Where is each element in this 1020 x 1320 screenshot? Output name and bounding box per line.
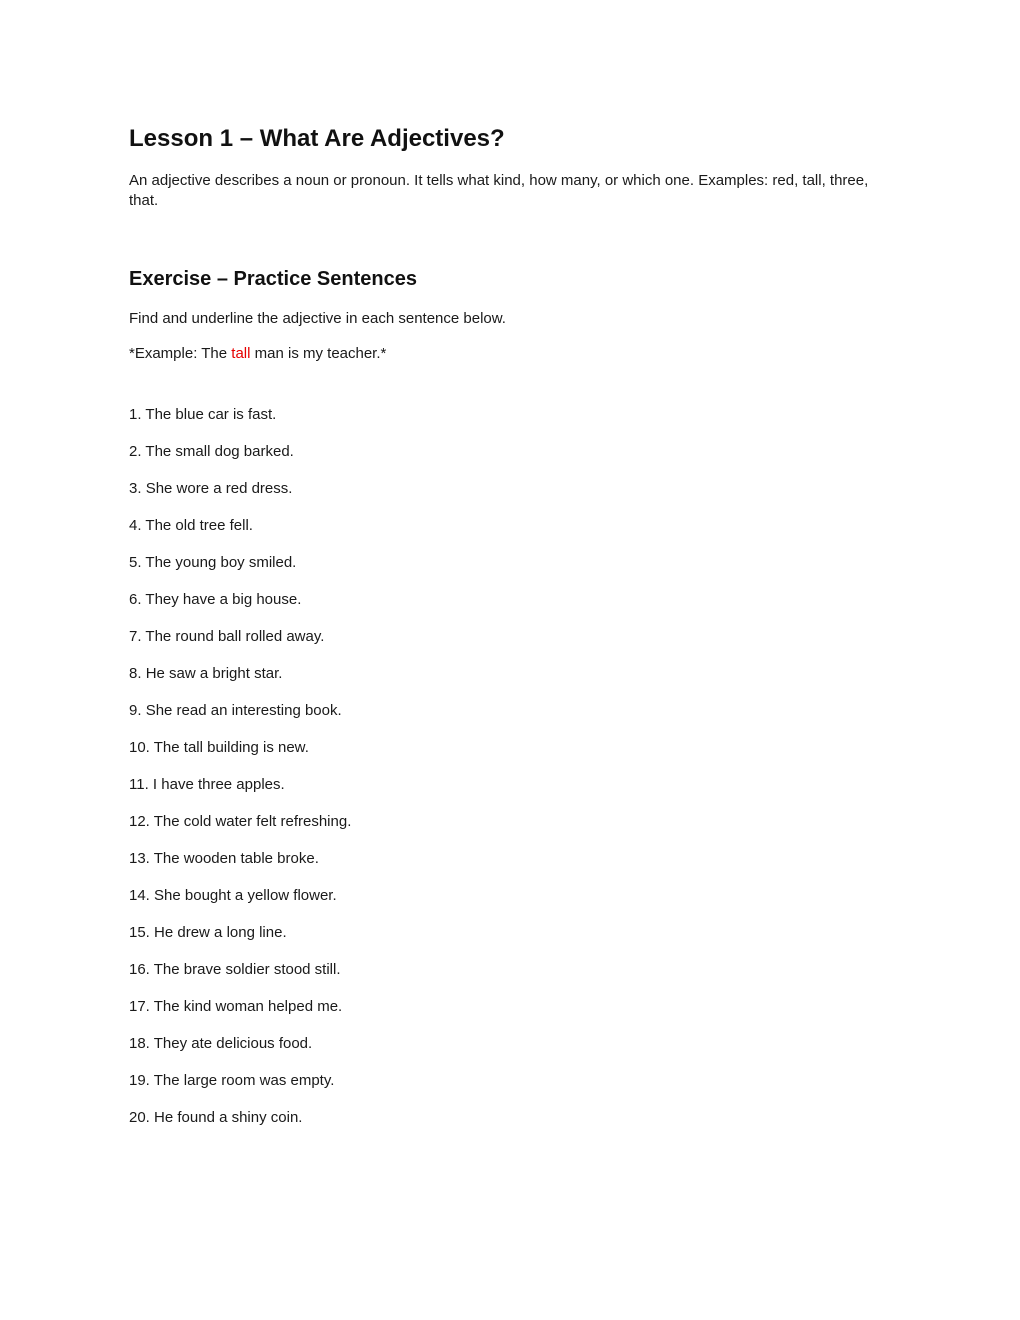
- sentence-number: 13.: [129, 850, 150, 867]
- sentence-number: 2.: [129, 443, 142, 460]
- sentence-text: I have three apples.: [152, 776, 285, 793]
- sentence-text: They ate delicious food.: [153, 1035, 313, 1052]
- sentence-number: 8.: [129, 665, 142, 682]
- example-sentence: [129, 344, 891, 364]
- sentence-item: [129, 701, 891, 721]
- sentence-text: He found a shiny coin.: [154, 1109, 303, 1126]
- sentence-item: [129, 1071, 891, 1091]
- sentence-text: She bought a yellow flower.: [154, 887, 337, 904]
- lesson-description: An adjective describes a noun or pronoun. It tells what kind, how many, or which one. Examples: red, tall, three, that.: [129, 172, 869, 209]
- sentence-number: 20.: [129, 1109, 150, 1126]
- example-highlighted-word: tall: [231, 345, 251, 362]
- lesson-title: Lesson 1 – What Are Adjectives?: [129, 125, 505, 152]
- sentence-number: 4.: [129, 517, 142, 534]
- sentence-item: [129, 738, 891, 758]
- example-prefix: *Example: The: [129, 345, 232, 362]
- sentence-text: The young boy smiled.: [145, 554, 297, 571]
- sentence-text: She wore a red dress.: [145, 480, 293, 497]
- sentence-text: He drew a long line.: [154, 924, 287, 941]
- sentence-text: The kind woman helped me.: [153, 998, 343, 1015]
- sentence-number: 17.: [129, 998, 150, 1015]
- sentence-number: 1.: [129, 406, 142, 423]
- sentence-item: [129, 516, 891, 536]
- sentence-text: The old tree fell.: [145, 517, 253, 534]
- sentence-item: [129, 997, 891, 1017]
- sentence-text: The brave soldier stood still.: [153, 961, 341, 978]
- sentence-item: [129, 960, 891, 980]
- sentence-item: [129, 590, 891, 610]
- sentence-number: 3.: [129, 480, 142, 497]
- sentence-text: The cold water felt refreshing.: [153, 813, 352, 830]
- sentence-text: The round ball rolled away.: [145, 628, 325, 645]
- sentence-number: 18.: [129, 1035, 150, 1052]
- sentence-number: 11.: [129, 776, 149, 793]
- sentence-item: [129, 886, 891, 906]
- sentence-text: The small dog barked.: [145, 443, 294, 460]
- sentence-list: [129, 405, 891, 1128]
- sentence-number: 7.: [129, 628, 142, 645]
- sentence-item: [129, 923, 891, 943]
- sentence-number: 15.: [129, 924, 150, 941]
- sentence-number: 12.: [129, 813, 150, 830]
- sentence-item: [129, 775, 891, 795]
- sentence-number: 10.: [129, 739, 150, 756]
- sentence-item: [129, 405, 891, 425]
- sentence-item: [129, 553, 891, 573]
- example-suffix: man is my teacher.*: [250, 345, 387, 362]
- sentence-text: He saw a bright star.: [145, 665, 283, 682]
- sentence-number: 5.: [129, 554, 142, 571]
- sentence-item: [129, 627, 891, 647]
- sentence-text: The blue car is fast.: [145, 406, 277, 423]
- sentence-number: 6.: [129, 591, 142, 608]
- sentence-number: 9.: [129, 702, 142, 719]
- sentence-item: [129, 1108, 891, 1128]
- sentence-text: The large room was empty.: [153, 1072, 335, 1089]
- sentence-number: 14.: [129, 887, 150, 904]
- sentence-text: They have a big house.: [145, 591, 302, 608]
- sentence-item: [129, 1034, 891, 1054]
- sentence-item: [129, 812, 891, 832]
- sentence-text: She read an interesting book.: [145, 702, 342, 719]
- exercise-instructions: Find and underline the adjective in each sentence below.: [129, 310, 506, 327]
- sentence-text: The wooden table broke.: [153, 850, 319, 867]
- exercise-title: Exercise – Practice Sentences: [129, 268, 417, 290]
- sentence-item: [129, 442, 891, 462]
- sentence-item: [129, 849, 891, 869]
- sentence-item: [129, 479, 891, 499]
- sentence-text: The tall building is new.: [153, 739, 309, 756]
- sentence-number: 19.: [129, 1072, 150, 1089]
- sentence-item: [129, 664, 891, 684]
- sentence-number: 16.: [129, 961, 150, 978]
